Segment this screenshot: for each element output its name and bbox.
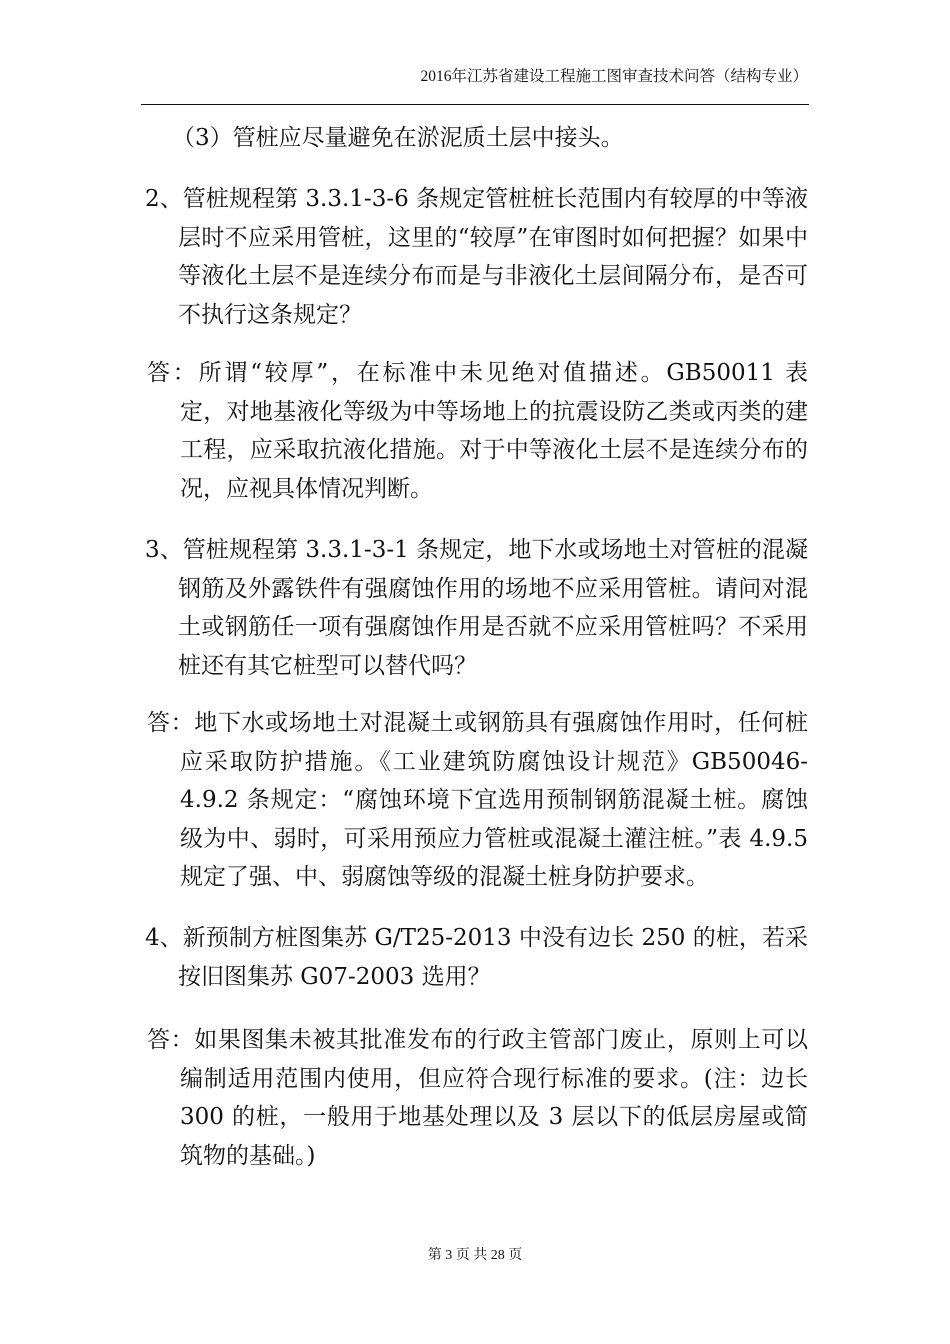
text-line: 层时不应采用管桩，这里的“较厚”在审图时如何把握？如果中 xyxy=(178,224,808,251)
text-line: 300 的桩，一般用于地基处理以及 3 层以下的低层房屋或简 xyxy=(180,1104,808,1131)
answer-2 xyxy=(147,354,808,508)
text-line: 桩还有其它桩型可以替代吗？ xyxy=(178,652,477,679)
item-3 xyxy=(172,119,835,158)
text-line: 4.9.2 条规定：“腐蚀环境下宜选用预制钢筋混凝土桩。腐蚀 xyxy=(180,787,808,814)
text-line: 3、管桩规程第 3.3.1-3-1 条规定，地下水或场地土对管桩的混凝 xyxy=(145,537,808,563)
answer-4 xyxy=(147,1021,808,1175)
text-line: 答：如果图集未被其批准发布的行政主管部门废止，原则上可以 xyxy=(147,1027,808,1053)
text-line: 工程，应采取抗液化措施。对于中等液化土层不是连续分布的 xyxy=(180,437,808,464)
text-line: 4、新预制方桩图集苏 G/T25-2013 中没有边长 250 的桩，若采 xyxy=(145,925,808,951)
text-line: 级为中、弱时，可采用预应力管桩或混凝土灌注桩。”表 4.9.5 xyxy=(180,825,808,852)
text-line: 等液化土层不是连续分布而是与非液化土层间隔分布，是否可 xyxy=(178,263,808,290)
question-2 xyxy=(145,180,808,334)
text-line: 筑物的基础。) xyxy=(180,1142,316,1169)
text-line: 2、管桩规程第 3.3.1-3-6 条规定管桩桩长范围内有较厚的中等液 xyxy=(145,186,808,212)
text-line: 答：地下水或场地土对混凝土或钢筋具有强腐蚀作用时，任何桩 xyxy=(147,710,808,736)
running-header: 2016年江苏省建设工程施工图审查技术问答（结构专业） xyxy=(420,68,808,85)
question-3 xyxy=(145,531,808,685)
text-line: 况，应视具体情况判断。 xyxy=(180,475,433,502)
text-line: 应采取防护措施。《工业建筑防腐蚀设计规范》GB50046- xyxy=(180,748,808,775)
text-line: 编制适用范围内使用，但应符合现行标准的要求。(注：边长 xyxy=(180,1065,808,1092)
text-line: 答：所谓“较厚”，在标准中未见绝对值描述。GB50011 表 xyxy=(147,360,808,386)
page-number: 第 3 页 共 28 页 xyxy=(427,1248,523,1263)
text-line: （3）管桩应尽量避免在淤泥质土层中接头。 xyxy=(172,125,624,151)
text-line: 规定了强、中、弱腐蚀等级的混凝土桩身防护要求。 xyxy=(180,864,709,891)
question-4 xyxy=(145,919,808,996)
text-line: 定，对地基液化等级为中等场地上的抗震设防乙类或丙类的建 xyxy=(180,398,808,425)
text-line: 钢筋及外露铁件有强腐蚀作用的场地不应采用管桩。请问对混 xyxy=(178,575,808,602)
text-line: 不执行这条规定？ xyxy=(178,301,362,328)
text-line: 土或钢筋任一项有强腐蚀作用是否就不应采用管桩吗？不采用 xyxy=(178,614,808,641)
answer-3 xyxy=(147,704,808,897)
text-line: 按旧图集苏 G07-2003 选用？ xyxy=(178,963,491,990)
header-rule xyxy=(141,104,809,105)
